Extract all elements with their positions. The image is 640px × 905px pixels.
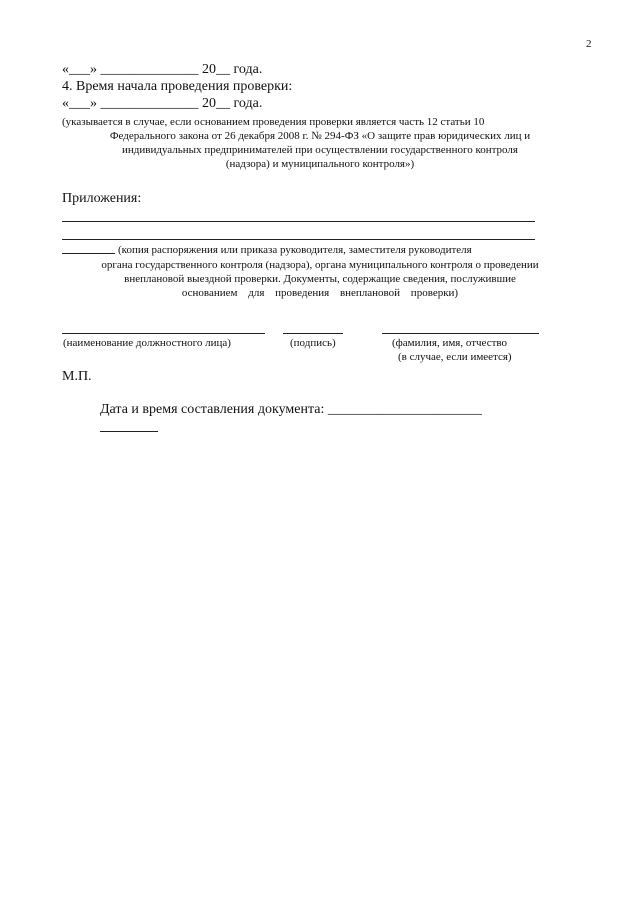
attachments-note-line: внеплановой выездной проверки. Документы, содержащие сведения, послужившие bbox=[124, 273, 516, 285]
full-name-caption: (фамилия, имя, отчество bbox=[392, 337, 508, 349]
section-4-heading: 4. Время начала проведения проверки: bbox=[62, 79, 293, 94]
legal-note-line: индивидуальных предпринимателей при осуществлении государственного контроля bbox=[122, 144, 518, 156]
stamp-label: М.П. bbox=[62, 369, 92, 384]
name-signature-line bbox=[382, 333, 539, 334]
attachments-note-line: органа государственного контроля (надзора), органа муниципального контроля о проведении bbox=[101, 259, 539, 271]
attachments-label: Приложения: bbox=[62, 191, 142, 206]
attachments-note-line: основанием для проведения внеплановой проверки) bbox=[181, 287, 459, 299]
document-datetime-label: Дата и время составления документа: ______________________ bbox=[100, 402, 482, 417]
attachment-line bbox=[62, 221, 535, 222]
position-caption: (наименование должностного лица) bbox=[63, 337, 231, 349]
legal-note-line: Федерального закона от 26 декабря 2008 г. № 294-ФЗ «О защите прав юридических лиц и bbox=[109, 130, 531, 142]
sign-signature-line bbox=[283, 333, 343, 334]
position-signature-line bbox=[62, 333, 265, 334]
inspection-start-date-line: «___» ______________ 20__ года. bbox=[62, 96, 263, 111]
attachment-line-short bbox=[62, 253, 115, 254]
page-number: 2 bbox=[586, 38, 592, 50]
legal-note-line: (указывается в случае, если основанием проведения проверки является часть 12 статьи 10 bbox=[62, 116, 485, 128]
legal-note-line: (надзора) и муниципального контроля») bbox=[225, 158, 415, 170]
signature-caption: (подпись) bbox=[290, 337, 336, 349]
start-date-line: «___» ______________ 20__ года. bbox=[62, 62, 263, 77]
document-datetime-line bbox=[100, 431, 158, 432]
full-name-caption-note: (в случае, если имеется) bbox=[398, 351, 512, 363]
attachment-line bbox=[62, 239, 535, 240]
attachments-note-line: (копия распоряжения или приказа руководителя, заместителя руководителя bbox=[118, 244, 472, 256]
